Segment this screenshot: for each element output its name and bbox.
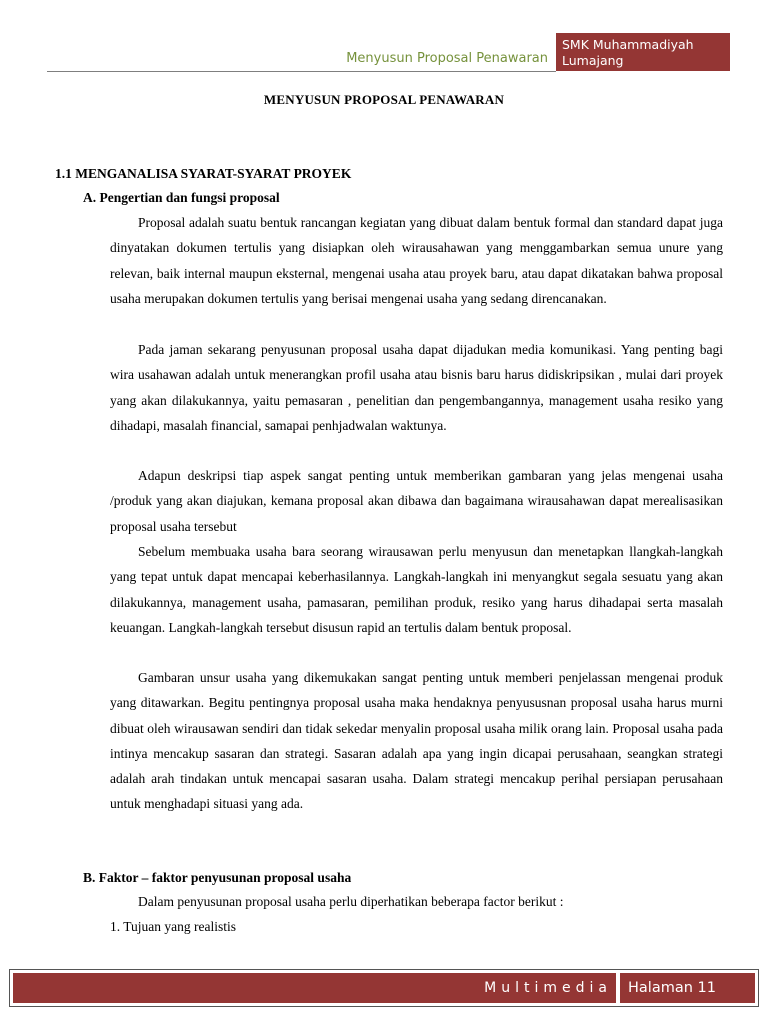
paragraph-5: Gambaran unsur usaha yang dikemukakan sangat penting untuk memberi penjelassan mengenai produk yang ditawarkan. Begitu pentingnya proposal usaha maka hendaknya penyususnan proposal usaha harus murni dibuat oleh wirausawan sendiri dan tidak sekedar menyalin proposal usaha milik orang lain. Proposal usaha pada intinya mencakup sasaran dan strategi. Sasaran adalah apa yang ingin dicapai perusahaan, seangkan strategi adalah arah tindakan untuk mencapai sasaran usaha. Dalam strategi mencakup perihal persiapan perusahaan untuk menghadapi situasi yang ada. <box>110 670 723 812</box>
school-name-line1: SMK Muhammadiyah <box>562 37 694 52</box>
footer-page-number: Halaman 11 <box>620 973 755 1003</box>
paragraph-4: Sebelum membuaka usaha bara seorang wirausawan perlu menyusun dan menetapkan llangkah-langkah yang tepat untuk dapat mencapai keberhasilannya. Langkah-langkah ini menyangkut segala sesuatu yang akan dilakukannya, management usaha, pamasaran, pemilihan produk, resiko yang harus dihadapai serta masalah keuangan. Langkah-langkah tersebut disusun rapid an tertulis dalam bentuk proposal. <box>110 544 723 635</box>
paragraph-3: Adapun deskripsi tiap aspek sangat penting untuk memberikan gambaran yang jelas mengenai usaha /produk yang akan diajukan, kemana proposal akan dibawa dan bagaimana wirausahawan dapat merealisasikan proposal usaha tersebut <box>110 468 723 534</box>
paragraph-1: Proposal adalah suatu bentuk rancangan kegiatan yang dibuat dalam bentuk formal dan standard dapat juga dinyatakan dokumen tertulis yang disiapkan oleh wirausahawan yang menggambarkan semua unure yang relevan, baik internal maupun eksternal, mengenai usaha atau proyek baru, atau dapat dikatakan bahwa proposal usaha merupakan dokumen tertulis yang berisai mengenai usaha yang sedang direncanakan. <box>110 215 723 306</box>
header-rule <box>47 71 556 72</box>
paragraph-2: Pada jaman sekarang penyusunan proposal usaha dapat dijadukan media komunikasi. Yang penting bagi wira usahawan adalah untuk menerangkan profil usaha atau bisnis baru harus didiskripsikan , mulai dari proyek yang akan dilakukannya, yaitu pemasaran , penelitian dan pengembangannya, management usaha resiko yang dihadapi, masalah financial, samapai penhjadwalan waktunya. <box>110 342 723 433</box>
section-heading: 1.1 MENGANALISA SYARAT-SYARAT PROYEK <box>55 166 352 181</box>
running-header-title: Menyusun Proposal Penawaran <box>346 51 548 66</box>
subsection-b-heading: B. Faktor – faktor penyusunan proposal usaha <box>83 870 352 885</box>
school-name-line2: Lumajang <box>562 53 624 68</box>
subsection-b-intro: Dalam penyusunan proposal usaha perlu diperhatikan beberapa factor berikut : <box>138 894 564 909</box>
subsection-a-heading: A. Pengertian dan fungsi proposal <box>83 190 280 205</box>
footer-subject: Multimedia <box>13 973 616 1003</box>
list-item: 1. Tujuan yang realistis <box>110 919 237 934</box>
document-title: MENYUSUN PROPOSAL PENAWARAN <box>263 92 505 107</box>
school-badge <box>556 33 730 71</box>
